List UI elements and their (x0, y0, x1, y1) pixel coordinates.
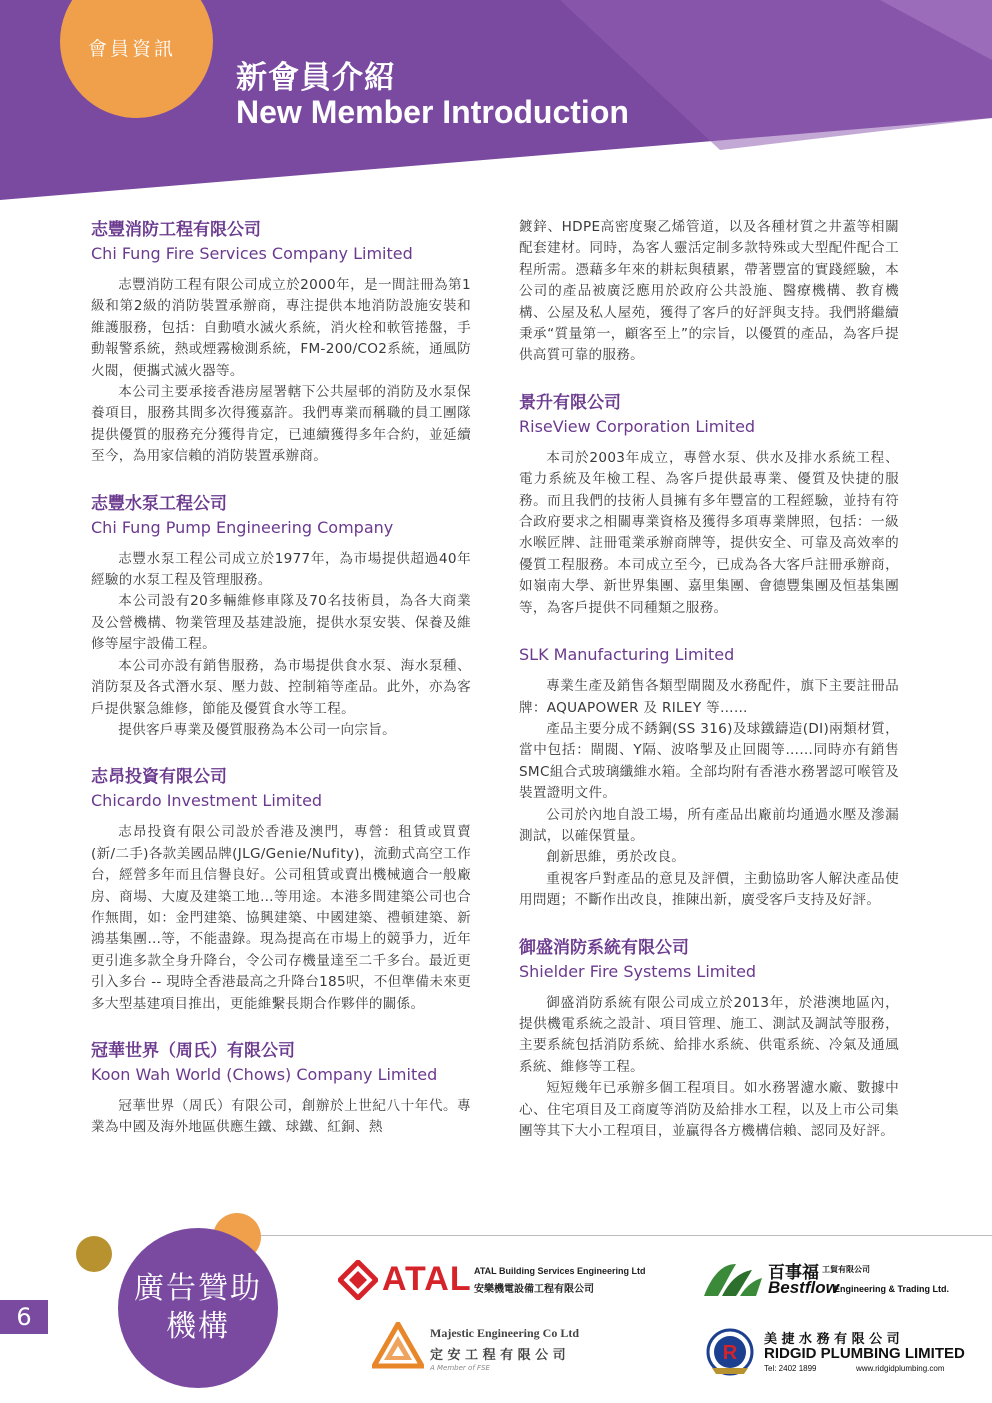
company-paragraph: 提供客戶專業及優質服務為本公司一向宗旨。 (118, 721, 397, 738)
page-number: 6 (0, 1300, 48, 1334)
majestic-name-en: Majestic Engineering Co Ltd (430, 1326, 579, 1340)
company-paragraph: 創新思維，勇於改良。 (546, 849, 686, 866)
company-entry (519, 643, 899, 911)
atal-brand: ATAL (382, 1260, 472, 1298)
company-paragraph: 本司於2003年成立，專營水泵、供水及排水系統工程、電力系統及年檢工程、為客戶提供最專業、優質及快捷的服務。而且我們的技術人員擁有多年豐富的工程經驗，並持有符合政府要求之相關專業資格及獲得多項專業牌照，包括：一級水喉匠牌、註冊電業承辦商牌等，提供安全、可靠及高效率的優質工程服務。本司成立至今，已成為各大客戶註冊承辦商，如嶺南大學、新世界集團、嘉里集團、會德豐集團及恒基集團等，為客戶提供不同種類之服務。 (519, 449, 899, 616)
ridgid-name-zh: 美 捷 水 務 有 限 公 司 (764, 1332, 900, 1347)
company-name-en: Chi Fung Fire Services Company Limited (91, 244, 413, 263)
bestflow-mark-icon (700, 1260, 764, 1300)
page-title-en: New Member Introduction (236, 94, 629, 130)
company-paragraph: 志豐水泵工程公司成立於1977年，為市場提供超過40年經驗的水泵工程及管理服務。 (91, 550, 471, 589)
company-entry (91, 765, 471, 1015)
sponsor-label (118, 1270, 278, 1346)
company-paragraph: 本公司設有20多輛維修車隊及70名技術員，為各大商業及公營機構、物業管理及基建設施，提供水泵安裝、保養及維修等屋宇設備工程。 (91, 593, 471, 653)
category-label: 會員資訊 (88, 38, 177, 60)
company-name-zh: 冠華世界（周氏）有限公司 (91, 1040, 295, 1061)
majestic-name-zh: 定 安 工 程 有 限 公 司 (430, 1348, 566, 1363)
company-paragraph: 短短幾年已承辦多個工程項目。如水務署濾水廠、數據中心、住宅項目及工商廈等消防及給排水工程，以及上市公司集團等其下大小工程項目，並贏得各方機構信賴、認同及好評。 (519, 1080, 899, 1139)
ridgid-name-en: RIDGID PLUMBING LIMITED (764, 1345, 965, 1362)
bestflow-logo (700, 1258, 960, 1302)
company-name-zh: 志豐消防工程有限公司 (91, 220, 261, 240)
svg-text:R: R (722, 1342, 738, 1364)
atal-name-en: ATAL Building Services Engineering Ltd (474, 1266, 646, 1276)
company-name-en: RiseView Corporation Limited (519, 416, 756, 436)
company-entry (519, 936, 899, 1143)
sponsor-label-line: 機構 (166, 1309, 230, 1344)
company-name-en: SLK Manufacturing Limited (519, 645, 735, 665)
company-name-zh: 志昂投資有限公司 (91, 767, 227, 788)
company-name-zh: 志豐水泵工程公司 (91, 493, 227, 514)
ridgid-website: www.ridgidplumbing.com (856, 1364, 945, 1373)
bestflow-name-zh: 百事福 (768, 1263, 819, 1283)
ridgid-tel: Tel: 2402 1899 (764, 1364, 817, 1373)
atal-mark-icon (338, 1260, 378, 1300)
decorative-dot (76, 1236, 112, 1272)
company-paragraph: 公司於內地自設工場，所有產品出廠前均通過水壓及滲漏測試，以確保質量。 (519, 806, 899, 844)
company-entry (91, 1039, 471, 1139)
bestflow-suffix: Engineering & Trading Ltd. (834, 1284, 950, 1294)
company-entry-continued (519, 217, 899, 367)
atal-name-zh: 安樂機電設備工程有限公司 (474, 1284, 594, 1295)
company-entry (91, 218, 471, 468)
company-paragraph: 本公司亦設有銷售服務，為市場提供食水泵、海水泵種、消防泵及各式潛水泵、壓力鼓、控制箱等產品。此外，亦為客戶提供緊急維修，節能及優質食水等工程。 (91, 657, 471, 717)
company-paragraph: 志豐消防工程有限公司成立於2000年，是一間註冊為第1級和第2級的消防裝置承辦商，專注提供本地消防設施安裝和維護服務，包括：自動噴水滅火系統，消火栓和軟管捲盤，手動報警系統，熱或煙霧檢測系統，FM-200/CO2系統，通風防火閥，便攜式滅火器等。 (91, 277, 471, 379)
right-column (519, 217, 899, 1166)
company-entry (519, 391, 899, 619)
atal-logo (338, 1258, 646, 1302)
left-column (91, 218, 471, 1163)
ridgid-badge-icon (706, 1328, 754, 1376)
company-paragraph: 重視客戶對產品的意見及評價，主動協助客人解決產品使用問題；不斷作出改良，推陳出新，廣受客戶支持及好評。 (519, 870, 899, 909)
company-name-en: Chicardo Investment Limited (91, 791, 323, 811)
bestflow-name-zh-suffix: 工貿有限公司 (822, 1265, 870, 1274)
company-paragraph: 冠華世界（周氏）有限公司，創辦於上世紀八十年代。專業為中國及海外地區供應生鐵、球鐵、紅銅、熱 (91, 1097, 471, 1136)
company-entry (91, 492, 471, 742)
company-name-zh: 御盛消防系統有限公司 (519, 937, 689, 958)
company-name-en: Shielder Fire Systems Limited (519, 961, 757, 981)
company-paragraph: 本公司主要承接香港房屋署轄下公共屋邨的消防及水泵保養項目，服務其間多次得獲嘉許。我們專業而稱職的員工團隊提供優質的服務充分獲得肯定，已連續獲得多年合約，並延續至今，為用家信賴的消防裝置承辦商。 (91, 384, 471, 465)
company-name-en: Koon Wah World (Chows) Company Limited (91, 1064, 438, 1084)
company-paragraph: 鍍鋅、HDPE高密度聚乙烯管道，以及各種材質之井蓋等相關配套建材。同時，為客人靈活定制多款特殊或大型配件配合工程所需。憑藉多年來的耕耘與積累，帶著豐富的實踐經驗，本公司的產品被廣泛應用於政府公共設施、醫療機構、教育機構、公屋及私人屋苑，獲得了客戶的好評與支持。我們將繼續秉承“質量第一，顧客至上”的宗旨，以優質的產品，為客戶提供高質可靠的服務。 (519, 219, 899, 364)
company-paragraph: 御盛消防系統有限公司成立於2013年，於港澳地區內，提供機電系統之設計、項目管理、施工、測試及調試等服務，主要系統包括消防系統、給排水系統、供電系統、冷氣及通風系統、維修等工程。 (519, 994, 899, 1075)
company-name-en: Chi Fung Pump Engineering Company (91, 517, 394, 537)
majestic-logo (372, 1320, 612, 1380)
company-paragraph: 產品主要分成不銹鋼(SS 316)及球鐵鑄造(DI)兩類材質，當中包括：閘閥、Y隔、波咯掣及止回閥等……同時亦有銷售SMC組合式玻璃纖維水箱。全部均附有香港水務署認可喉管及裝置證明文件。 (519, 720, 899, 802)
company-name-zh: 景升有限公司 (519, 392, 621, 413)
bestflow-brand: Bestflow (768, 1278, 839, 1297)
company-paragraph: 志昂投資有限公司設於香港及澳門，專營：租賃或買賣(新/二手)各款美國品牌(JLG/Genie/Nufity)，流動式高空工作台，經營多年而且信譽良好。公司租賃或賣出機械適合一般廠房、商場、大廈及建築工地…等用途。本港多間建築公司也合作無間，如：金門建築、協興建築、中國建築、禮頓建築、新鴻基集團…等，不能盡錄。現為提高在市場上的競爭力，近年更引進多款全身升降台，令公司存機量達至二千多台。最近更引入多台 -- 現時全香港最高之升降台185呎，不但準備未來更多大型基建項目推出，更能維繫長期合作夥伴的關係。 (91, 824, 471, 1012)
majestic-mark-icon (372, 1322, 424, 1370)
page-title-zh: 新會員介紹 (236, 60, 396, 96)
footer-divider (170, 1235, 992, 1236)
company-paragraph: 專業生產及銷售各類型閘閥及水務配件，旗下主要註冊品牌：AQUAPOWER 及 RILEY 等…… (519, 678, 899, 716)
ridgid-logo (706, 1326, 966, 1386)
sponsor-label-line: 廣告贊助 (134, 1271, 262, 1306)
majestic-member: A Member of FSE (430, 1364, 490, 1372)
